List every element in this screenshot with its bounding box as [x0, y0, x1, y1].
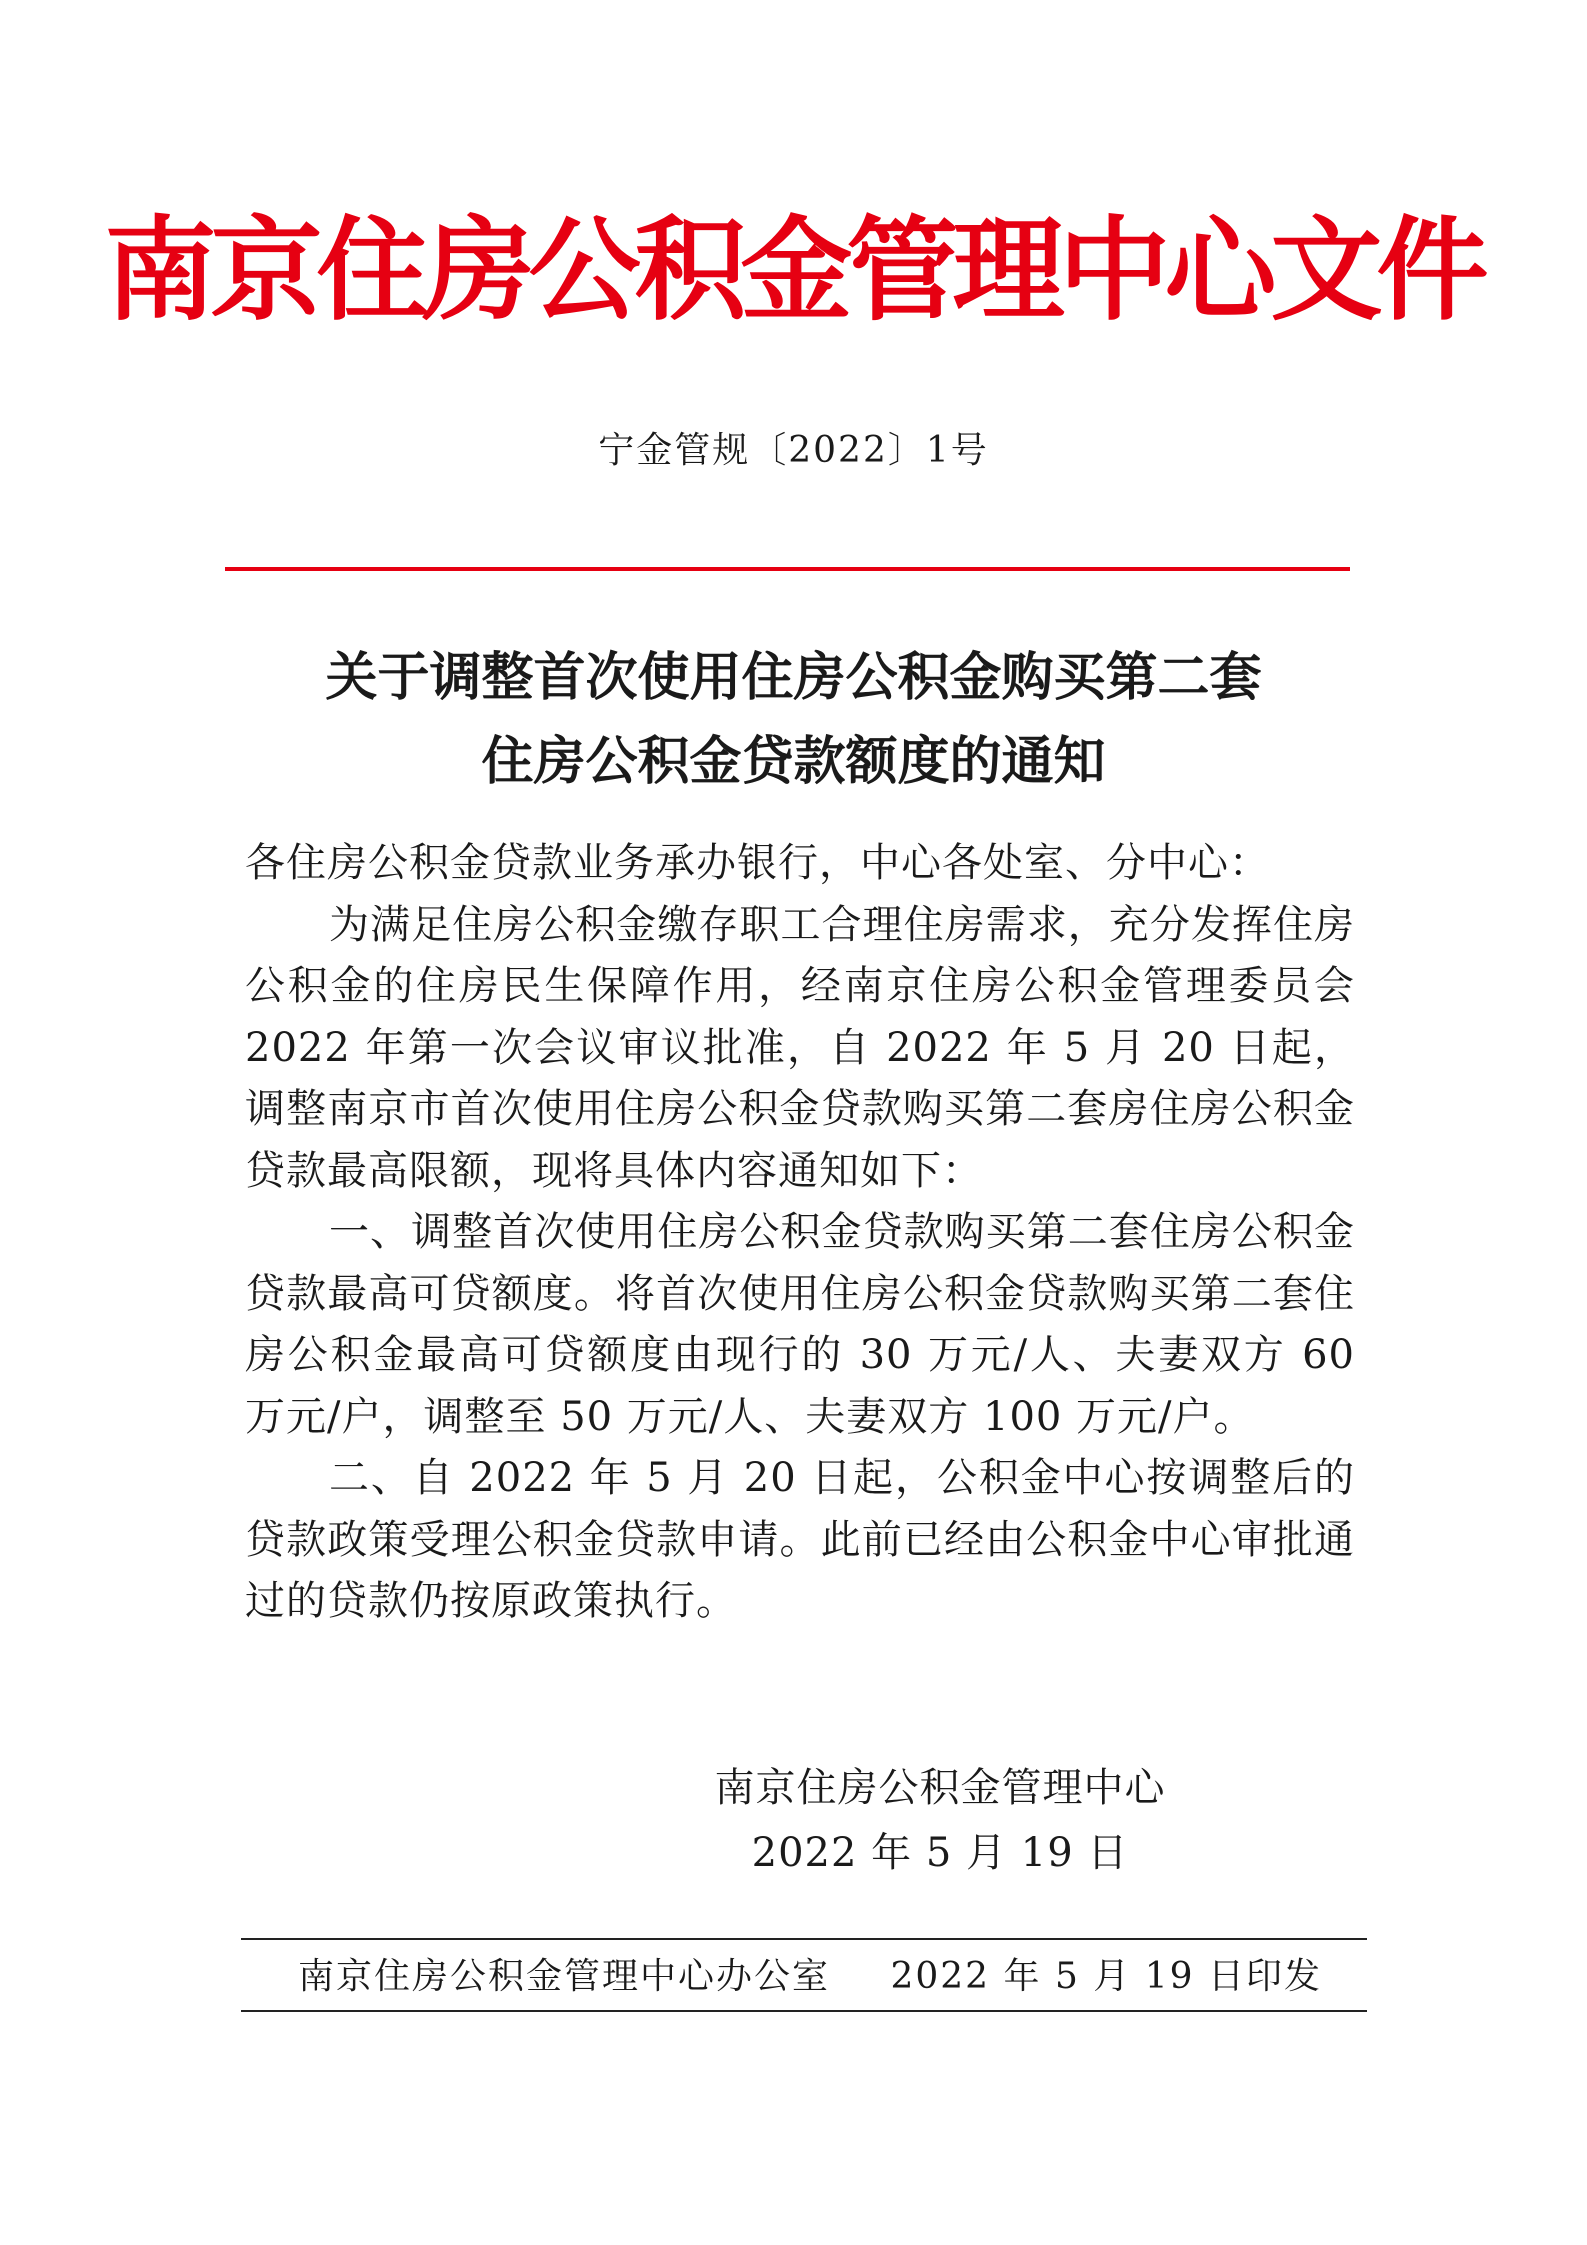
- notice-title-line-2: 住房公积金贷款额度的通知: [481, 731, 1106, 792]
- body-paragraph-intro: 为满足住房公积金缴存职工合理住房需求，充分发挥住房公积金的住房民生保障作用，经南京住房公积金管理委员会 2022 年第一次会议审议批准，自 2022 年 5 月 20 日起，调整南京市首次使用住房公积金贷款购买第二套房住房公积金贷款最高限额，现将具体内容通知如下：: [245, 901, 1355, 1194]
- signature-org: 南京住房公积金管理中心: [714, 1765, 1166, 1811]
- signature-block: [700, 1756, 1180, 1886]
- body-paragraph-item-1: 一、调整首次使用住房公积金贷款购买第二套住房公积金贷款最高可贷额度。将首次使用住房公积金贷款购买第二套住房公积金最高可贷额度由现行的 30 万元/人、夫妻双方 60 万元/户，调整至 50 万元/人、夫妻双方 100 万元/户。: [245, 1209, 1355, 1440]
- notice-title-line-1: 关于调整首次使用住房公积金购买第二套: [325, 647, 1262, 708]
- document-number: 宁金管规〔2022〕1号: [598, 430, 989, 471]
- footer-bottom-rule: [241, 2010, 1367, 2012]
- header-red-divider: [225, 567, 1350, 571]
- footer-issue-date: 2022 年 5 月 19 日印发: [890, 1956, 1322, 1997]
- notice-body: [245, 833, 1355, 1633]
- salutation: 各住房公积金贷款业务承办银行，中心各处室、分中心：: [245, 840, 1270, 886]
- signature-date: 2022 年 5 月 19 日: [751, 1830, 1129, 1876]
- footer-issuer: 南京住房公积金管理中心办公室: [298, 1956, 831, 1997]
- notice-title: [0, 636, 1587, 804]
- document-header-title: 南京住房公积金管理中心文件: [104, 205, 1483, 336]
- footer-top-rule: [241, 1938, 1367, 1940]
- body-paragraph-item-2: 二、自 2022 年 5 月 20 日起，公积金中心按调整后的贷款政策受理公积金贷款申请。此前已经由公积金中心审批通过的贷款仍按原政策执行。: [245, 1455, 1355, 1624]
